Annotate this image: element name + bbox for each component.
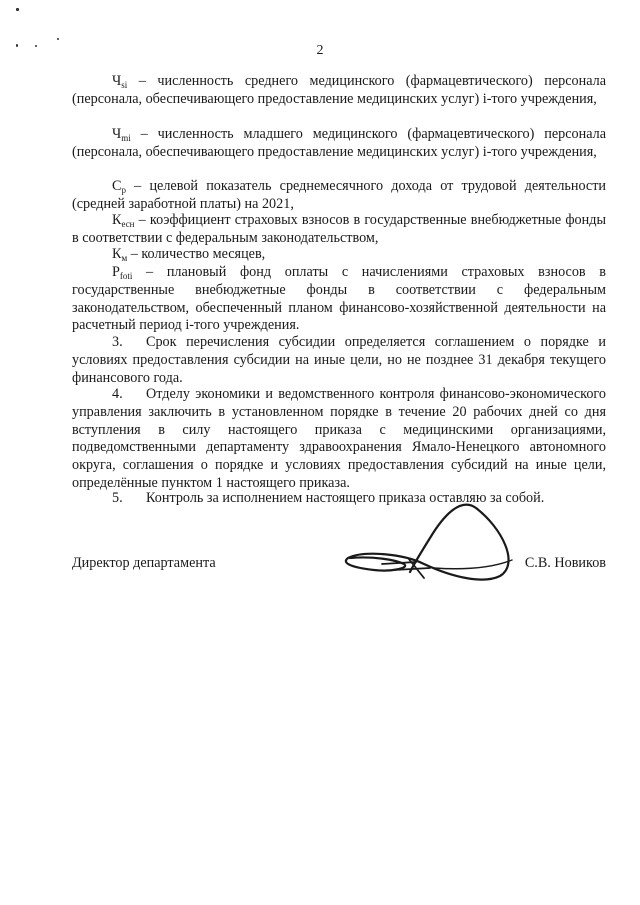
item-number: 5.	[112, 490, 123, 506]
signatory-name: С.В. Новиков	[524, 555, 606, 571]
definition-paragraph: $С_р$ – целевой показатель среднемесячного дохода от трудовой деятельности (средней заработной платы) на 2021,	[72, 178, 606, 212]
definition-paragraph: $Ч_{mi}$ – численность младшего медицинского (фармацевтического) персонала (персонала, обеспечивающего предоставление медицинских услуг) i-того учреждения,	[72, 126, 606, 160]
item-number: 3.	[112, 334, 123, 350]
page-number: 2	[316, 43, 324, 58]
definition-paragraph: $Р_{foti}$ – плановый фонд оплаты с начислениями страховых взносов в государственные внебюджетные фонды в соответствии с федеральным законодательством, обеспеченный планом финансово-хозяйственной деятельности на расчетный период i-того учреждения.	[72, 264, 606, 334]
definition-paragraph: $К_м$ – количество месяцев,	[112, 246, 266, 263]
item-number: 4.	[112, 386, 123, 402]
signatory-position: Директор департамента	[72, 555, 216, 571]
signature-block	[72, 555, 606, 575]
numbered-paragraph: 4. Отделу экономики и ведомственного контроля финансово-экономического управления заключить в установленном порядке в течение 20 рабочих дней со дня вступления в силу настоящего приказа с медицинскими организациями, подведомственными департаменту здравоохранения Ямало-Ненецкого автономного округа, соглашения о порядке и условиях предоставления субсидий на иные цели, определённые пунктом 1 настоящего приказа.	[72, 386, 606, 491]
numbered-paragraph: 3. Срок перечисления субсидии определяется соглашением о порядке и условиях предоставления субсидии на иные цели, но не позднее 31 декабря текущего финансового года.	[72, 334, 606, 386]
handwritten-signature	[334, 498, 554, 594]
numbered-paragraph: 5. Контроль за исполнением настоящего приказа оставляю за собой.	[112, 490, 545, 506]
scan-speck	[16, 8, 19, 11]
definition-paragraph: $К_{есн}$ – коэффициент страховых взносов в государственные внебюджетные фонды в соответствии с федеральным законодательством,	[72, 212, 606, 246]
definition-paragraph: $Ч_{si}$ – численность среднего медицинского (фармацевтического) персонала (персонала, обеспечивающего предоставление медицинских услуг) i-того учреждения,	[72, 73, 606, 107]
scan-speck	[57, 38, 59, 40]
